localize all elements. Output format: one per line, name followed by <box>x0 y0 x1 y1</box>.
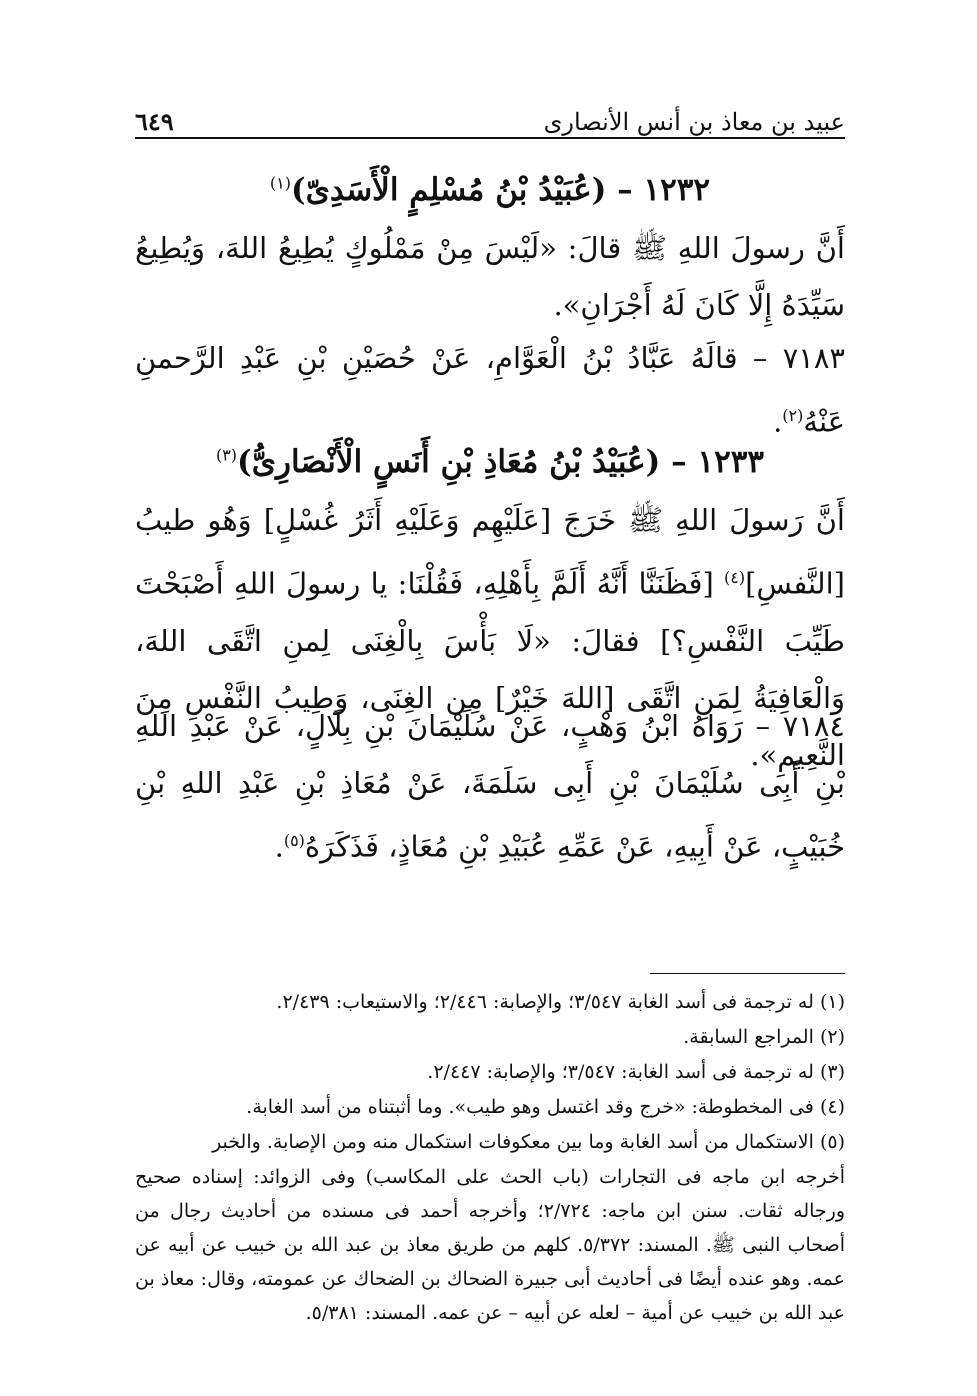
hadith-7183: ٧١٨٣ – قالَهُ عَبَّادُ بْنُ الْعَوَّامِ، عَنْ حُصَيْنِ بْنِ عَبْدِ الرَّحمنِ عَنْهُ$^{(٢)}$. <box>135 341 845 439</box>
footnote-text: له ترجمة فى أسد الغابة: ٣/٥٤٧؛ والإصابة: ٢/٤٤٧. <box>427 1061 814 1083</box>
footnote-text: المراجع السابقة. <box>683 1026 814 1048</box>
footnote-4 <box>135 1090 845 1125</box>
footnote-ref: (١) <box>269 173 291 193</box>
entry-title-1233 <box>135 444 845 480</box>
footnote-ref: (٥) <box>283 831 305 850</box>
footnote-ref: (٤) <box>723 568 746 587</box>
entry-text-part2: [فَظَنَنَّا أَنَّهُ أَلَمَّ بِأَهْلِهِ، فَقُلْنَا: يا رسولَ اللهِ أَصْبَحْتَ طَيِّبَ النَّفْسِ؟] فقالَ: «لَا بَأْسَ بِالْغِنَى لِمنِ اتَّقَى اللهَ، وَالْعَافِيَةُ لِمَنِ اتَّقَى [اللهَ خَيْرٌ] مِن الغِنَى، وَطِيبُ النَّفْسِ مِنَ النَّعِيمِ». <box>135 566 845 772</box>
footnotes <box>135 985 845 1330</box>
footnote-rule <box>650 973 845 974</box>
hadith-text: ٧١٨٣ – قالَهُ عَبَّادُ بْنُ الْعَوَّامِ، عَنْ حُصَيْنِ بْنِ عَبْدِ الرَّحمنِ عَنْهُ <box>135 341 845 439</box>
running-title: عبيد بن معاذ بن أنس الأنصارى <box>543 108 845 136</box>
header-rule <box>135 137 845 139</box>
entry-title-1232 <box>135 172 845 208</box>
footnote-text: الاستكمال من أسد الغابة وما بين معكوفات استكمال منه ومن الإصابة. والخبر <box>212 1131 814 1153</box>
footnote-text: له ترجمة فى أسد الغابة ٣/٥٤٧؛ والإصابة: ٢/٤٤٦؛ والاستيعاب: ٢/٤٣٩. <box>276 991 814 1013</box>
entry-text-part1: أَنَّ رَسولَ اللهِ ﷺ خَرَجَ [عَلَيْهِم وَعَلَيْهِ أَثَرُ غُسْلٍ] وَهُو طيبُ [النَّفسِ] <box>135 503 845 601</box>
footnote-number: (١) <box>819 991 845 1013</box>
footnote-1 <box>135 985 845 1020</box>
footnote-number: (٤) <box>819 1096 845 1118</box>
page-header <box>135 96 845 136</box>
entry-title-text: ١٢٣٣ – (عُبَيْدُ بْنُ مُعَاذِ بْنِ أَنَسٍ الْأَنْصَارِىُّ) <box>237 444 765 480</box>
footnote-number: (٢) <box>819 1026 845 1048</box>
footnote-5 <box>135 1125 845 1160</box>
footnote-number: (٥) <box>819 1131 845 1153</box>
footnote-ref: (٣) <box>215 445 238 465</box>
footnote-text: فى المخطوطة: «خرج وقد اغتسل وهو طيب». وما أثبتناه من أسد الغابة. <box>246 1096 814 1118</box>
hadith-text: ٧١٨٤ – رَوَاهُ ابْنُ وَهْبٍ، عَنْ سُلَيْمَانَ بْنِ بِلَالٍ، عَنْ عَبْدِ اللهِ بْنِ أَبِى سُلَيْمَانَ بْنِ أَبِى سَلَمَةَ، عَنْ مُعَاذِ بْنِ عَبْدِ اللهِ بْنِ خُبَيْبٍ، عَنْ أَبِيهِ، عَنْ عَمِّهِ عُبَيْدِ بْنِ مُعَاذٍ، فَذَكَرَهُ <box>135 709 845 864</box>
footnote-ref: (٢) <box>782 406 804 425</box>
hadith-7184: ٧١٨٤ – رَوَاهُ ابْنُ وَهْبٍ، عَنْ سُلَيْمَانَ بْنِ بِلَالٍ، عَنْ عَبْدِ اللهِ بْنِ أَبِى سُلَيْمَانَ بْنِ أَبِى سَلَمَةَ، عَنْ مُعَاذِ بْنِ عَبْدِ اللهِ بْنِ خُبَيْبٍ، عَنْ أَبِيهِ، عَنْ عَمِّهِ عُبَيْدِ بْنِ مُعَاذٍ، فَذَكَرَهُ$^{(٥)}$. <box>135 709 845 864</box>
entry-title-text: ١٢٣٢ – (عُبَيْدُ بْنُ مُسْلِمٍ الْأَسَدِىّ) <box>291 172 711 208</box>
entry-text-1232: أَنَّ رسولَ اللهِ ﷺ قالَ: «لَيْسَ مِنْ مَمْلُوكٍ يُطِيعُ اللهَ، وَيُطِيعُ سَيِّدَهُ إِلَّا كَانَ لَهُ أَجْرَانِ». <box>135 231 845 322</box>
footnote-number: (٣) <box>819 1061 845 1083</box>
footnote-2 <box>135 1020 845 1055</box>
footnote-5-continuation: أخرجه ابن ماجه فى التجارات (باب الحث على المكاسب) وفى الزوائد: إسناده صحيح ورجاله ثقات. سنن ابن ماجه: ٢/٧٢٤؛ وأخرجه أحمد فى مسنده من أحاديث رجال من أصحاب النبى ﷺ. المسند: ٥/٣٧٢. كلهم من طريق معاذ بن عبد الله بن خبيب عن أبيه عن عمه. وهو عنده أيضًا فى أحاديث أبى جبيرة الضحاك بن الضحاك عن عمومته، وقال: معاذ بن عبد الله بن خبيب عن أمية – لعله عن أبيه – عن عمه. المسند: ٥/٣٨١. <box>135 1166 845 1324</box>
page-number: ٦٤٩ <box>135 107 174 136</box>
footnote-3 <box>135 1055 845 1090</box>
